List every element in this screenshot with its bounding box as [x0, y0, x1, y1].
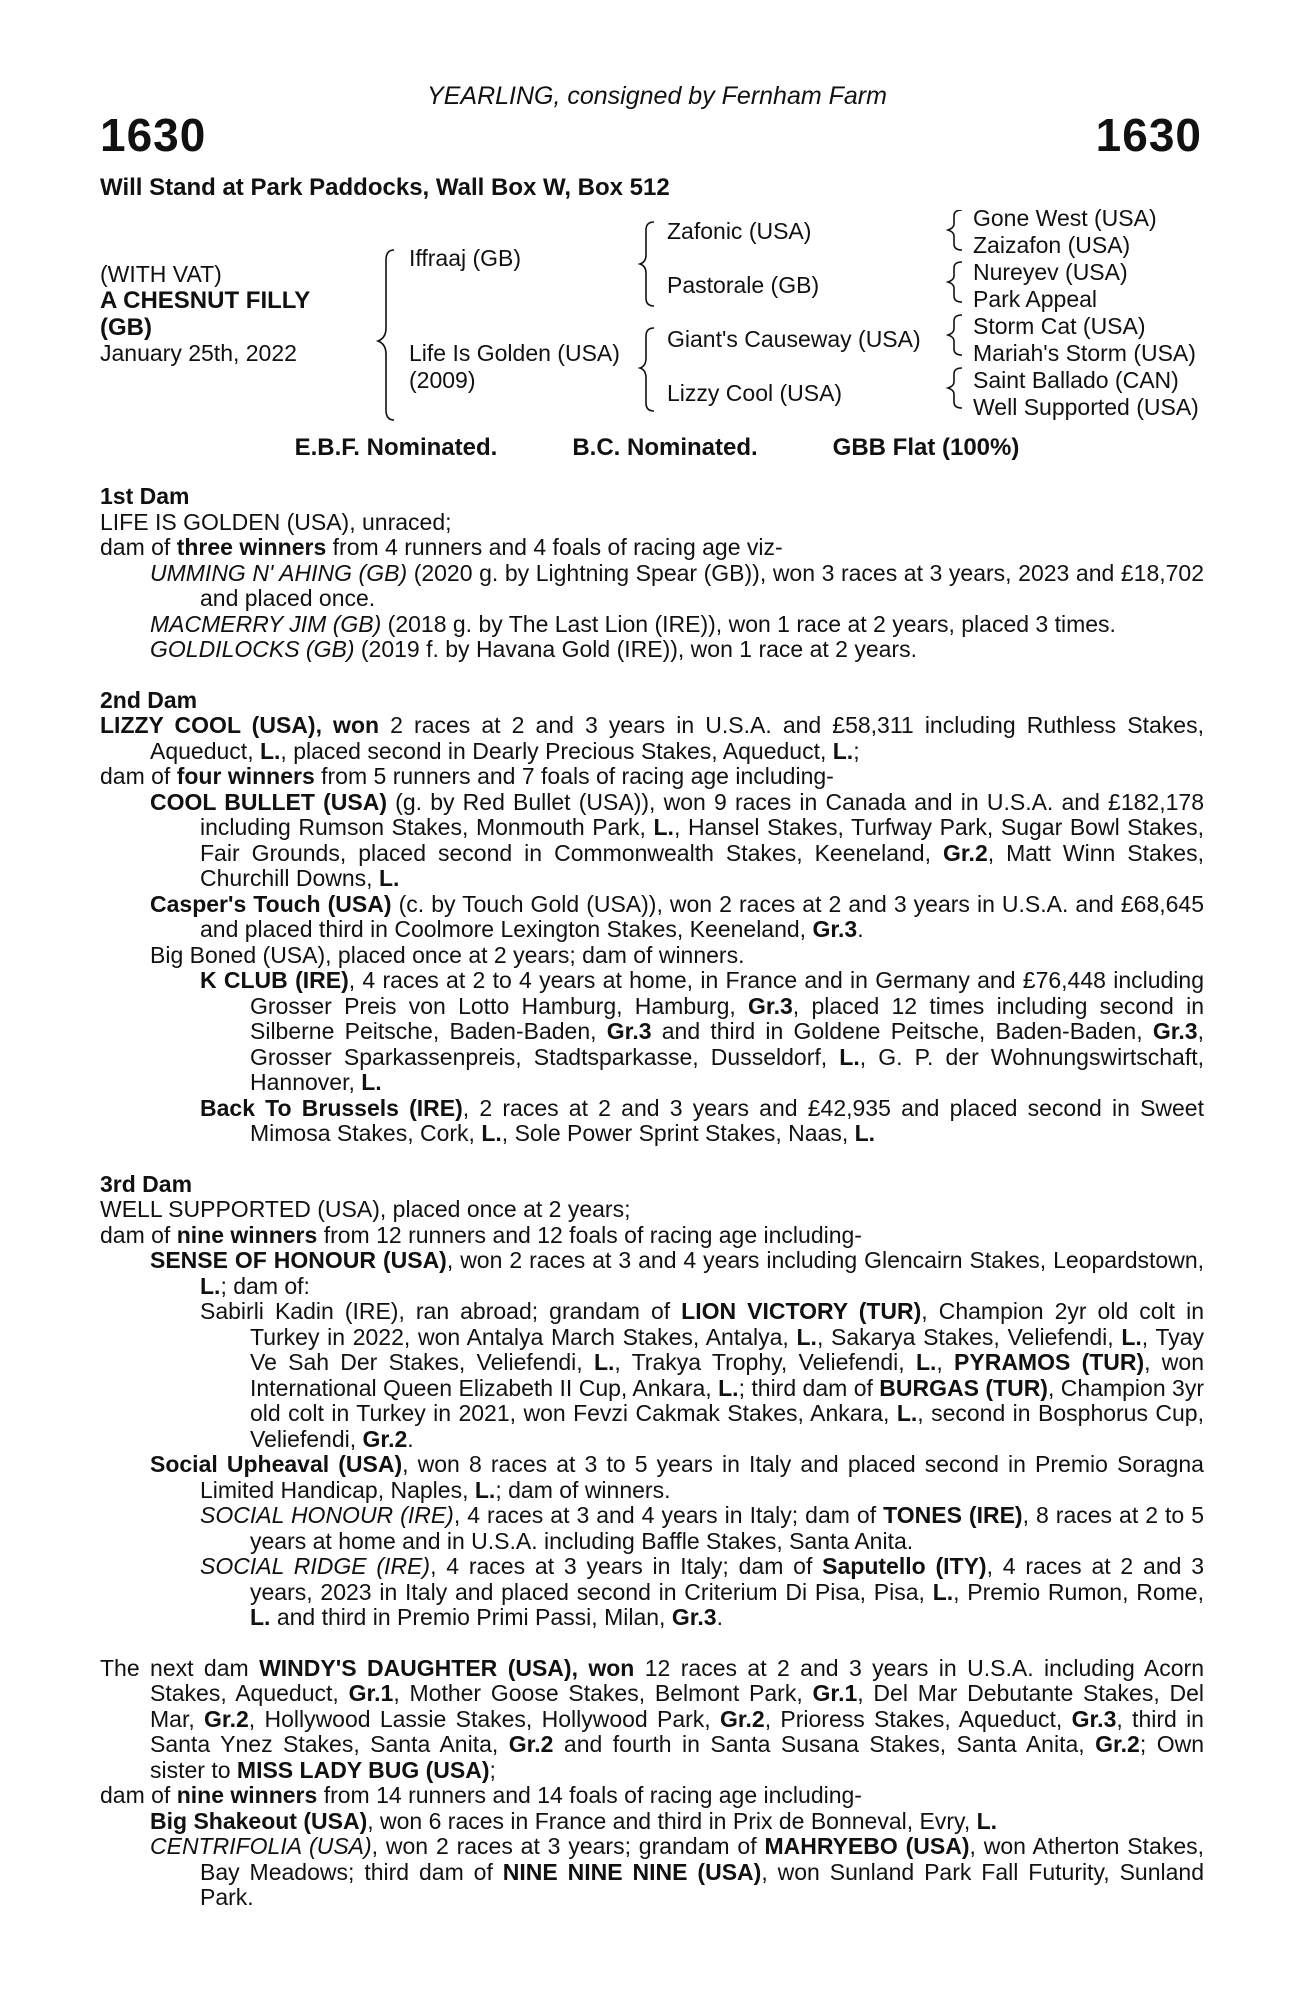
second-dam-record: LIZZY COOL (USA), won 2 races at 2 and 3 years in U.S.A. and £58,311 including Ruthless Stakes, Aqueduct, L., placed second in Dearly Precious Stakes, Aqueduct, L.; — [100, 712, 1204, 764]
lot-number-right: 1630 — [1095, 109, 1202, 161]
nomination-bc: B.C. Nominated. — [572, 434, 758, 461]
second-dam-produce-summary: dam of four winners from 5 runners and 7 foals of racing age including- — [100, 763, 834, 789]
second-dam-progeny-cool-bullet: COOL BULLET (USA) (g. by Red Bullet (USA)), won 9 races in Canada and in U.S.A. and £182,178 including Rumson Stakes, Monmouth Park, L., Hansel Stakes, Turfway Park, Sugar Bowl Stakes, Fair Grounds, placed second in Commonwealth Stakes, Keeneland, Gr.2, Matt Winn Stakes, Churchill Downs, L. — [150, 788, 1204, 891]
next-dam-progeny-big-shakeout: Big Shakeout (USA), won 6 races in France and third in Prix de Bonneval, Evry, L. — [150, 1807, 998, 1834]
pedigree-gen3-2: Zaizafon (USA) — [973, 232, 1131, 258]
pedigree-dam-dam: Lizzy Cool (USA) — [667, 380, 843, 406]
pedigree-gen3-3: Nureyev (USA) — [973, 259, 1128, 285]
pedigree-sire-dam: Pastorale (GB) — [667, 272, 820, 298]
catalogue-body — [100, 484, 1204, 1911]
third-dam-line: WELL SUPPORTED (USA), placed once at 2 years; — [100, 1196, 631, 1222]
pedigree-gen3-4: Park Appeal — [973, 286, 1098, 312]
page-subtitle: YEARLING, consigned by Fernham Farm — [427, 82, 887, 110]
first-dam-progeny-1: UMMING N' AHING (GB) (2020 g. by Lightning Spear (GB)), won 3 races at 3 years, 2023 and £18,702 and placed once. — [150, 559, 1204, 611]
nomination-ebf: E.B.F. Nominated. — [294, 434, 498, 461]
first-dam-progeny-3: GOLDILOCKS (GB) (2019 f. by Havana Gold (IRE)), won 1 race at 2 years. — [150, 636, 917, 662]
lot-number-left: 1630 — [100, 109, 207, 161]
pedigree-sire: Iffraaj (GB) — [409, 245, 522, 271]
third-dam-produce-summary: dam of nine winners from 12 runners and 12 foals of racing age including- — [100, 1221, 862, 1248]
nominations — [0, 434, 1314, 462]
third-dam-progeny-sense-of-honour: SENSE OF HONOUR (USA), won 2 races at 3 and 4 years including Glencairn Stakes, Leopardstown, L.; dam of: — [150, 1247, 1204, 1299]
foaling-date: January 25th, 2022 — [100, 340, 297, 366]
vat-label: (WITH VAT) — [100, 261, 222, 287]
third-dam-grandprogeny-social-ridge: SOCIAL RIDGE (IRE), 4 races at 3 years in Italy; dam of Saputello (ITY), 4 races at 2 and 3 years, 2023 in Italy and placed second in Criterium Di Pisa, Pisa, L., Premio Rumon, Rome, L. and third in Premio Primi Passi, Milan, Gr.3. — [200, 1553, 1204, 1630]
third-dam-progeny-social-upheaval: Social Upheaval (USA), won 8 races at 3 to 5 years in Italy and placed second in Premio Soragna Limited Handicap, Naples, L.; dam of winners. — [150, 1451, 1204, 1503]
pedigree-dam-sire: Giant's Causeway (USA) — [667, 326, 921, 352]
second-dam-progeny-caspers-touch: Casper's Touch (USA) (c. by Touch Gold (USA)), won 2 races at 2 and 3 years in U.S.A. and £68,645 and placed third in Coolmore Lexington Stakes, Keeneland, Gr.3. — [150, 890, 1205, 942]
pedigree-gen3-5: Storm Cat (USA) — [973, 313, 1146, 339]
first-dam-produce-summary: dam of three winners from 4 runners and 4 foals of racing age viz- — [100, 534, 783, 560]
horse-name: A CHESNUT FILLY — [100, 287, 311, 314]
first-dam-progeny-2: MACMERRY JIM (GB) (2018 g. by The Last Lion (IRE)), won 1 race at 2 years, placed 3 times. — [150, 610, 1116, 637]
second-dam-heading: 2nd Dam — [100, 686, 198, 713]
pedigree-sire-sire: Zafonic (USA) — [667, 218, 812, 244]
pedigree-dam-year: (2009) — [409, 367, 476, 393]
next-dam-produce-summary: dam of nine winners from 14 runners and 14 foals of racing age including- — [100, 1782, 862, 1808]
first-dam-line: LIFE IS GOLDEN (USA), unraced; — [100, 508, 452, 535]
horse-country: (GB) — [100, 314, 152, 341]
second-dam-grandprogeny-back-to-brussels: Back To Brussels (IRE), 2 races at 2 and 3 years and £42,935 and placed second in Sweet Mimosa Stakes, Cork, L., Sole Power Sprint Stakes, Naas, L. — [200, 1094, 1204, 1146]
third-dam-heading: 3rd Dam — [100, 1170, 193, 1197]
third-dam-grandprogeny-sabirli-kadin: Sabirli Kadin (IRE), ran abroad; grandam of LION VICTORY (TUR), Champion 2yr old colt in Turkey in 2022, won Antalya March Stakes, Antalya, L., Sakarya Stakes, Veliefendi, L., Tyay Ve Sah Der Stakes, Veliefendi, L., Trakya Trophy, Veliefendi, L., PYRAMOS (TUR), won International Queen Elizabeth II Cup, Ankara, L.; third dam of BURGAS (TUR), Champion 3yr old colt in Turkey in 2021, won Fevzi Cakmak Stakes, Ankara, L., second in Bosphorus Cup, Veliefendi, Gr.2. — [200, 1298, 1205, 1452]
first-dam-heading: 1st Dam — [100, 483, 190, 509]
second-dam-grandprogeny-k-club: K CLUB (IRE), 4 races at 2 to 4 years at home, in France and in Germany and £76,448 including Grosser Preis von Lotto Hamburg, Hamburg, Gr.3, placed 12 times including second in Silberne Peitsche, Baden-Baden, Gr.3 and third in Goldene Peitsche, Baden-Baden, Gr.3, Grosser Sparkassenpreis, Stadtsparkasse, Dusseldorf, L., G. P. der Wohnungswirtschaft, Hannover, L. — [200, 967, 1204, 1095]
stand-location: Will Stand at Park Paddocks, Wall Box W, Box 512 — [100, 174, 670, 201]
next-dam-record: The next dam WINDY'S DAUGHTER (USA), won 12 races at 2 and 3 years in U.S.A. including Acorn Stakes, Aqueduct, Gr.1, Mother Goose Stakes, Belmont Park, Gr.1, Del Mar Debutante Stakes, Del Mar, Gr.2, Hollywood Lassie Stakes, Hollywood Park, Gr.2, Prioress Stakes, Aqueduct, Gr.3, third in Santa Ynez Stakes, Santa Anita, Gr.2 and fourth in Santa Susana Stakes, Santa Anita, Gr.2; Own sister to MISS LADY BUG (USA); — [100, 1654, 1205, 1783]
second-dam-progeny-big-boned: Big Boned (USA), placed once at 2 years; dam of winners. — [150, 941, 745, 968]
pedigree-dam: Life Is Golden (USA) — [409, 340, 620, 366]
nomination-gbb: GBB Flat (100%) — [832, 434, 1020, 461]
third-dam-grandprogeny-social-honour: SOCIAL HONOUR (IRE), 4 races at 3 and 4 years in Italy; dam of TONES (IRE), 8 races at 2 to 5 years at home and in U.S.A. including Baffle Stakes, Santa Anita. — [200, 1502, 1204, 1554]
pedigree-gen3-6: Mariah's Storm (USA) — [973, 340, 1196, 366]
pedigree-gen3-7: Saint Ballado (CAN) — [973, 367, 1179, 393]
pedigree-gen3-1: Gone West (USA) — [973, 205, 1157, 231]
pedigree-gen3-8: Well Supported (USA) — [973, 394, 1199, 420]
next-dam-progeny-centrifolia: CENTRIFOLIA (USA), won 2 races at 3 years; grandam of MAHRYEBO (USA), won Atherton Stakes, Bay Meadows; third dam of NINE NINE NINE (USA), won Sunland Park Fall Futurity, Sunland Park. — [150, 1833, 1205, 1910]
